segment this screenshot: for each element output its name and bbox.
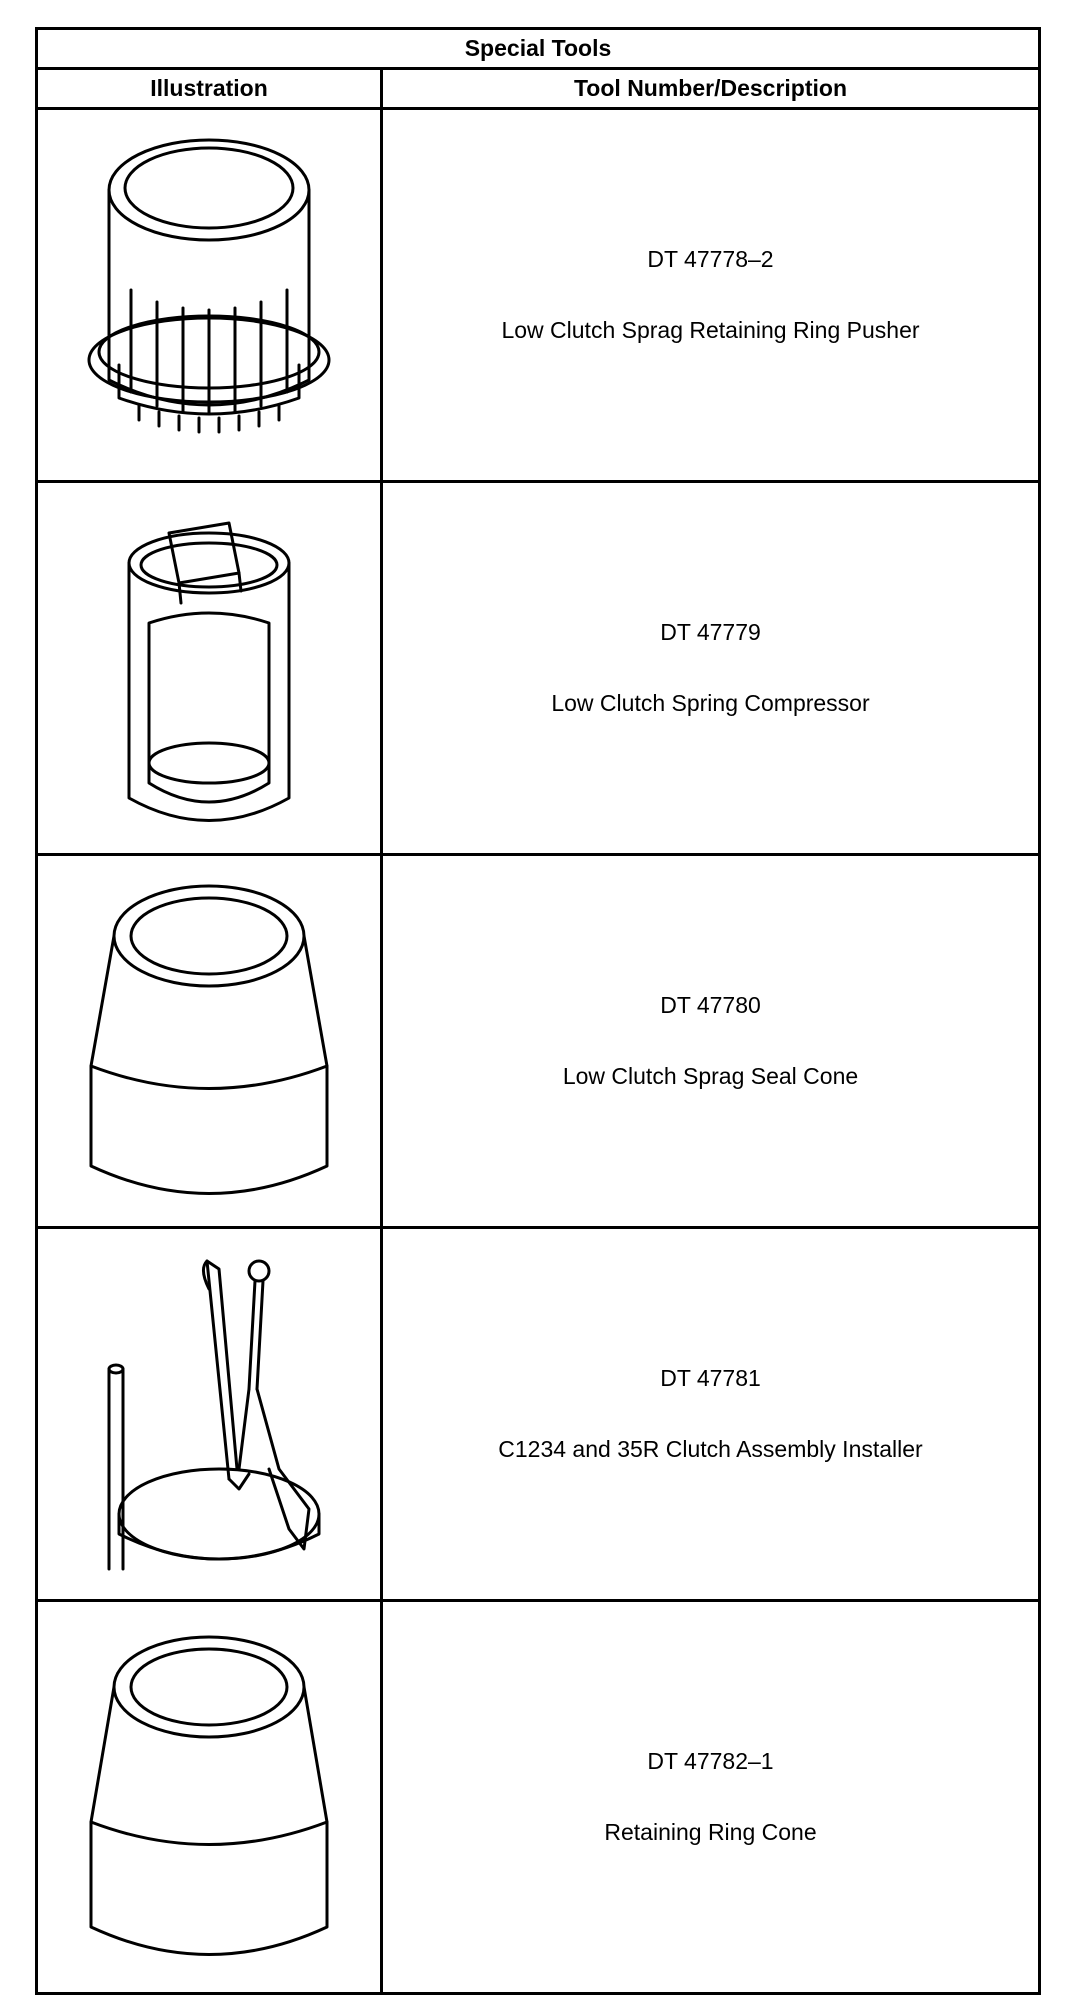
- table-row: [38, 1229, 1038, 1602]
- table-title: Special Tools: [38, 30, 1038, 70]
- illustration-cell: [38, 1602, 383, 1992]
- tool-number: DT 47782–1: [647, 1748, 774, 1774]
- retaining-ring-cone-icon: [79, 1627, 339, 1967]
- table-row: [38, 1602, 1038, 1992]
- tool-number: DT 47778–2: [647, 246, 774, 272]
- table-row: [38, 483, 1038, 856]
- spring-compressor-icon: [109, 503, 309, 833]
- tool-description: Low Clutch Sprag Seal Cone: [562, 1063, 859, 1089]
- special-tools-table: [35, 27, 1041, 1995]
- tool-description-cell: [383, 110, 1038, 480]
- illustration-cell: [38, 856, 383, 1226]
- tool-number: DT 47781: [660, 1365, 761, 1391]
- retaining-ring-pusher-icon: [79, 130, 339, 460]
- table-row: [38, 110, 1038, 483]
- clutch-installer-icon: [89, 1249, 329, 1579]
- seal-cone-icon: [79, 876, 339, 1206]
- table-header-row: [38, 70, 1038, 110]
- header-tool-number: Tool Number/Description: [573, 75, 848, 101]
- tool-description: Retaining Ring Cone: [604, 1819, 817, 1845]
- illustration-cell: [38, 1229, 383, 1599]
- tool-description-cell: [383, 1602, 1038, 1992]
- table-row: [38, 856, 1038, 1229]
- illustration-cell: [38, 483, 383, 853]
- tool-description-cell: [383, 856, 1038, 1226]
- tool-description-cell: [383, 483, 1038, 853]
- tool-description: C1234 and 35R Clutch Assembly Installer: [498, 1436, 923, 1462]
- tool-description-cell: [383, 1229, 1038, 1599]
- header-illustration: Illustration: [38, 70, 383, 107]
- tool-number: DT 47780: [660, 992, 761, 1018]
- illustration-cell: [38, 110, 383, 480]
- tool-description: Low Clutch Sprag Retaining Ring Pusher: [501, 317, 920, 343]
- tool-number: DT 47779: [660, 619, 761, 645]
- tool-description: Low Clutch Spring Compressor: [551, 690, 870, 716]
